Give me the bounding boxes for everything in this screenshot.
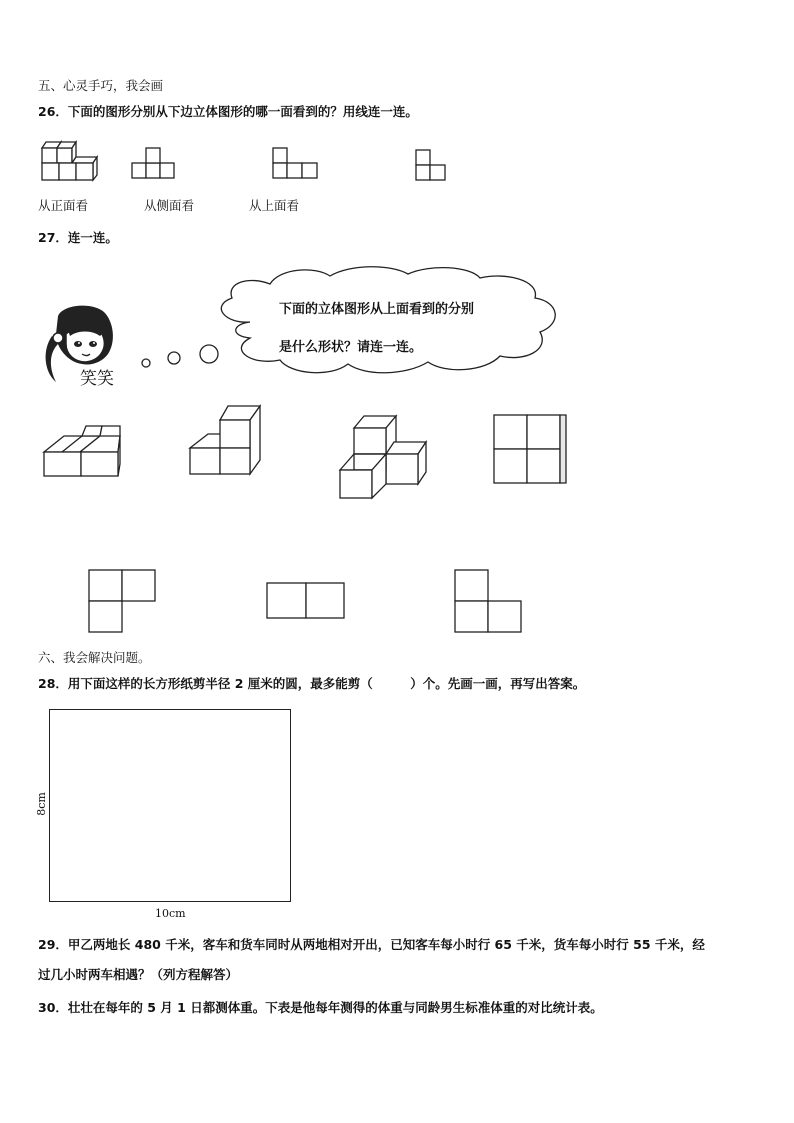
question-30-text: 30．壮壮在每年的 5 月 1 日都测体重。下表是他每年测得的体重与同龄男生标准体重的对比统计表。 [38,1000,603,1015]
q27-3d-figure-2 [188,404,264,476]
q27-3d-figure-4 [492,413,570,485]
question-28-text: 28．用下面这样的长方形纸剪半径 2 厘米的圆，最多能剪（ ）个。先画一画，再写出答案。 [38,676,586,691]
q26-view-top [272,146,320,180]
q26-label-front: 从正面看 [38,198,89,213]
thought-bubble-icon [140,262,580,382]
section-heading-5: 五、心灵手巧，我会画 [38,78,164,93]
q27-top-view-2 [265,581,347,621]
question-26-text: 26．下面的图形分别从下边立体图形的哪一面看到的？用线连一连。 [38,104,418,119]
bubble-text-line-1: 下面的立体图形从上面看到的分别 [279,302,475,317]
q26-view-front [131,146,177,180]
question-29-line-2: 过几小时两车相遇？（列方程解答） [38,967,239,982]
section-heading-6: 六、我会解决问题。 [38,650,151,665]
q27-top-view-1 [87,569,159,635]
q26-view-side [415,146,449,186]
q27-3d-figure-1 [42,424,122,480]
q27-3d-figure-3 [338,414,430,500]
q26-label-top: 从上面看 [249,198,300,213]
q27-top-view-3 [453,569,525,635]
q26-label-side: 从侧面看 [144,198,195,213]
q26-3d-figure [40,140,100,182]
q28-width-label: 10cm [155,907,186,920]
q28-height-label: 8cm [35,792,48,816]
question-27-text: 27．连一连。 [38,230,118,245]
character-name: 笑笑 [80,369,114,389]
bubble-text-line-2: 是什么形状？请连一连。 [279,340,423,355]
question-29-line-1: 29．甲乙两地长 480 千米，客车和货车同时从两地相对开出，已知客车每小时行 65 千米，货车每小时行 55 千米，经 [38,937,705,952]
q28-rectangle [49,709,291,902]
